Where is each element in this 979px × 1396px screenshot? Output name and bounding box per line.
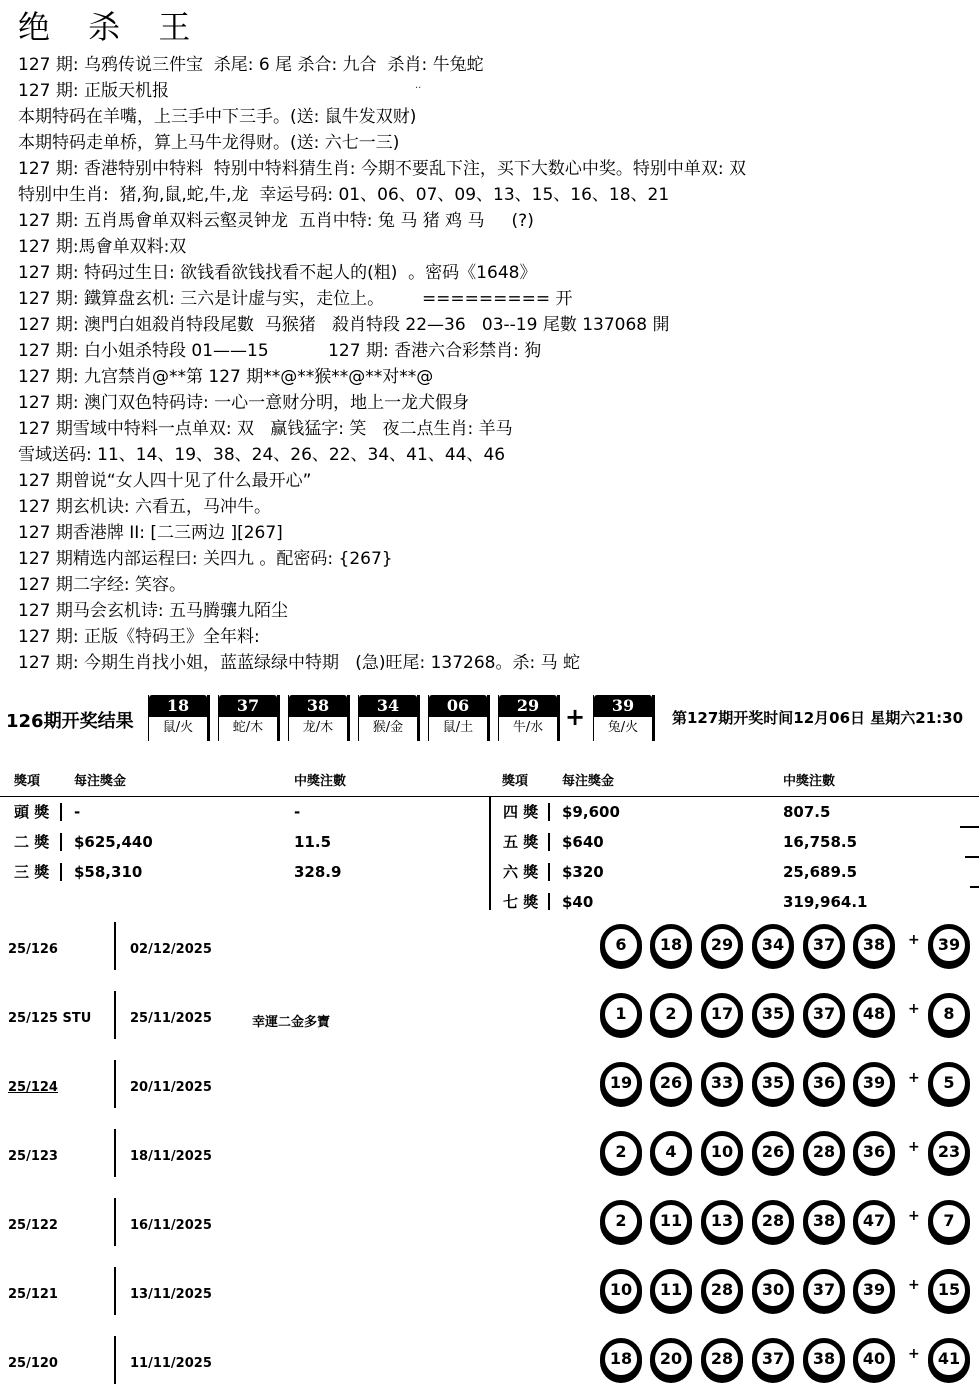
ball: 17 [701, 993, 743, 1035]
ball: 6 [600, 924, 642, 966]
ball: 11 [650, 1269, 692, 1311]
ball: 4 [650, 1131, 692, 1173]
page-title: 绝 杀 王 [18, 8, 205, 46]
prize-count: 25,689.5 [783, 863, 858, 881]
dash-mark [965, 856, 979, 858]
text-line: 127 期: 鐵算盘玄机: 三六是计虚与实，走位上。 ========= 开 [18, 289, 573, 309]
ball: 28 [752, 1200, 794, 1242]
text-line: 127 期: 正版《特码王》全年料: [18, 627, 260, 647]
ball: 28 [701, 1338, 743, 1380]
prize-count: 16,758.5 [783, 833, 858, 851]
ball: 36 [853, 1131, 895, 1173]
ball: 20 [650, 1338, 692, 1380]
dots: .. [415, 80, 422, 91]
history-row [0, 1267, 979, 1327]
ball: 37 [803, 1269, 845, 1311]
prize-name: 頭 獎 [14, 803, 50, 821]
ball: 19 [600, 1062, 642, 1104]
ball: 29 [701, 924, 743, 966]
ball: 33 [701, 1062, 743, 1104]
draw-date: 20/11/2025 [130, 1080, 212, 1095]
prize-name: 三 獎 [14, 863, 50, 881]
ball: 34 [752, 924, 794, 966]
prize-amount: $9,600 [562, 803, 620, 821]
ball: 39 [853, 1062, 895, 1104]
plus-icon: + [908, 1208, 920, 1224]
divider [114, 922, 116, 970]
header-prize: 獎項 [14, 774, 41, 789]
text-line: 127 期: 乌鸦传说三件宝 杀尾: 6 尾 杀合: 九合 杀肖: 牛兔蛇 [18, 55, 484, 75]
plus-icon: + [908, 1346, 920, 1362]
text-line: 127 期:馬會单双料:双 [18, 237, 187, 257]
dash-mark [970, 886, 979, 888]
draw-ball: 37 蛇/木 [218, 695, 280, 741]
plus-icon: + [908, 1070, 920, 1086]
text-line: 127 期: 正版天机报 [18, 81, 169, 101]
ball: 47 [853, 1200, 895, 1242]
ball: 35 [752, 1062, 794, 1104]
text-line: 127 期: 白小姐杀特段 01——15 127 期: 香港六合彩禁肖: 狗 [18, 341, 542, 361]
ball: 38 [803, 1200, 845, 1242]
divider [114, 1129, 116, 1177]
divider [548, 893, 550, 910]
draw-date: 13/11/2025 [130, 1287, 212, 1302]
header-amount: 每注獎金 [74, 774, 127, 789]
text-line: 127 期精选内部运程曰: 关四九 。配密码: {267} [18, 549, 393, 569]
prize-count: 807.5 [783, 803, 831, 821]
plus-icon: + [908, 1139, 920, 1155]
draw-results [0, 693, 979, 745]
special-ball: 23 [928, 1131, 970, 1173]
prize-count: - [294, 803, 301, 821]
draw-note: 幸運二金多寶 [252, 1015, 331, 1030]
prize-amount: $625,440 [74, 833, 153, 851]
text-line: 特别中生肖: 猪,狗,鼠,蛇,牛,龙 幸运号码: 01、06、07、09、13、15、16、18、21 [18, 185, 670, 205]
prize-count: 319,964.1 [783, 893, 868, 911]
issue-link[interactable]: 25/124 [8, 1080, 58, 1095]
prize-amount: $320 [562, 863, 604, 881]
text-line: 127 期: 九宫禁肖@**第 127 期**@**猴**@**对**@ [18, 367, 434, 387]
ball: 37 [803, 924, 845, 966]
prize-name: 四 獎 [503, 803, 539, 821]
special-ball: 39 兔/火 [593, 695, 655, 741]
draw-ball: 29 牛/水 [498, 695, 560, 741]
special-ball: 5 [928, 1062, 970, 1104]
plus-icon: + [908, 1001, 920, 1017]
ball: 2 [600, 1200, 642, 1242]
draw-ball: 38 龙/木 [288, 695, 350, 741]
draw-label: 126期开奖结果 [6, 711, 134, 732]
next-draw-time: 第127期开奖时间12月06日 星期六21:30 [672, 709, 964, 727]
draw-ball: 34 猴/金 [358, 695, 420, 741]
ball: 40 [853, 1338, 895, 1380]
text-line: 127 期: 香港特别中特料 特别中特料猜生肖: 今期不要乱下注，买下大数心中奖。特别中单双: 双 [18, 159, 747, 179]
text-line: 雪域送码: 11、14、19、38、24、26、22、34、41、44、46 [18, 445, 506, 465]
ball: 2 [650, 993, 692, 1035]
divider [60, 863, 62, 881]
header-count: 中獎注數 [783, 774, 836, 789]
divider [548, 833, 550, 851]
ball: 10 [701, 1131, 743, 1173]
divider [60, 803, 62, 821]
prize-amount: $58,310 [74, 863, 143, 881]
history-row [0, 922, 979, 982]
issue-number: 25/123 [8, 1149, 58, 1164]
text-line: 127 期: 澳門白姐殺肖特段尾數 马猴猪 殺肖特段 22—36 03--19 尾數 137068 開 [18, 315, 670, 335]
text-line: 本期特码走单桥，算上马牛龙得财。(送: 六七一三) [18, 133, 400, 153]
ball: 37 [752, 1338, 794, 1380]
ball: 36 [803, 1062, 845, 1104]
text-line: 127 期雪域中特料一点单双: 双 赢钱猛字: 笑 夜二点生肖: 羊马 [18, 419, 513, 439]
plus-icon: + [908, 932, 920, 948]
ball: 35 [752, 993, 794, 1035]
plus-icon: + [565, 703, 586, 731]
special-ball: 7 [928, 1200, 970, 1242]
ball: 13 [701, 1200, 743, 1242]
text-line: 127 期玄机诀: 六看五，马冲牛。 [18, 497, 271, 517]
header-count: 中獎注數 [294, 774, 347, 789]
history-row [0, 991, 979, 1051]
special-ball: 39 [928, 924, 970, 966]
text-line: 127 期: 今期生肖找小姐，蓝蓝绿绿中特期 (急)旺尾: 137268。杀: 马 蛇 [18, 653, 581, 673]
special-ball: 15 [928, 1269, 970, 1311]
draw-date: 16/11/2025 [130, 1218, 212, 1233]
issue-number: 25/126 [8, 942, 58, 957]
special-ball: 41 [928, 1338, 970, 1380]
text-line: 127 期二字经: 笑容。 [18, 575, 186, 595]
history-row [0, 1336, 979, 1396]
text-line: 127 期香港牌 II: [二三两边 ][267] [18, 523, 283, 543]
prediction-lines [18, 52, 978, 676]
draw-ball: 18 鼠/火 [148, 695, 210, 741]
ball: 38 [853, 924, 895, 966]
header-amount: 每注獎金 [562, 774, 615, 789]
draw-date: 25/11/2025 [130, 1011, 212, 1026]
ball: 37 [803, 993, 845, 1035]
plus-icon: + [908, 1277, 920, 1293]
text-line: 127 期曾说“女人四十见了什么最开心” [18, 471, 312, 491]
ball: 28 [701, 1269, 743, 1311]
ball: 26 [650, 1062, 692, 1104]
issue-number: 25/121 [8, 1287, 58, 1302]
prize-amount: $640 [562, 833, 604, 851]
issue-number: 25/120 [8, 1356, 58, 1371]
prize-count: 11.5 [294, 833, 332, 851]
dash-mark [960, 826, 979, 828]
ball: 18 [600, 1338, 642, 1380]
draw-date: 18/11/2025 [130, 1149, 212, 1164]
ball: 39 [853, 1269, 895, 1311]
ball: 1 [600, 993, 642, 1035]
prize-name: 六 獎 [503, 863, 539, 881]
prize-name: 二 獎 [14, 833, 50, 851]
divider [114, 1198, 116, 1246]
divider [114, 1267, 116, 1315]
ball: 38 [803, 1338, 845, 1380]
ball: 48 [853, 993, 895, 1035]
ball: 2 [600, 1131, 642, 1173]
divider [114, 1060, 116, 1108]
history-row [0, 1129, 979, 1189]
divider [60, 833, 62, 851]
prize-amount: - [74, 803, 81, 821]
ball: 10 [600, 1269, 642, 1311]
divider [489, 796, 491, 910]
divider [114, 991, 116, 1039]
divider [114, 1336, 116, 1384]
text-line: 127 期: 特码过生日: 欲钱看欲钱找看不起人的(粗) 。密码《1648》 [18, 263, 537, 283]
text-line: 127 期: 澳门双色特码诗: 一心一意财分明，地上一龙犬假身 [18, 393, 470, 413]
text-line: 127 期马会玄机诗: 五马腾骧九陌尘 [18, 601, 288, 621]
text-line: 127 期: 五肖馬會单双料云壑灵钟龙 五肖中特: 兔 马 猪 鸡 马 (?) [18, 211, 534, 231]
draw-date: 11/11/2025 [130, 1356, 212, 1371]
draw-date: 02/12/2025 [130, 942, 212, 957]
ball: 11 [650, 1200, 692, 1242]
header-prize: 獎項 [502, 774, 529, 789]
issue-number: 25/125 STU [8, 1011, 92, 1026]
issue-number: 25/122 [8, 1218, 58, 1233]
divider [548, 863, 550, 881]
ball: 30 [752, 1269, 794, 1311]
prize-count: 328.9 [294, 863, 342, 881]
ball: 18 [650, 924, 692, 966]
ball: 28 [803, 1131, 845, 1173]
special-ball: 8 [928, 993, 970, 1035]
text-line: 本期特码在羊嘴，上三手中下三手。(送: 鼠牛发双财) [18, 107, 417, 127]
draw-ball: 06 鼠/土 [428, 695, 490, 741]
prize-amount: $40 [562, 893, 594, 911]
ball: 26 [752, 1131, 794, 1173]
divider [548, 803, 550, 821]
history-row [0, 1198, 979, 1258]
history-row [0, 1060, 979, 1120]
prize-name: 五 獎 [503, 833, 539, 851]
prize-name: 七 獎 [503, 893, 539, 911]
